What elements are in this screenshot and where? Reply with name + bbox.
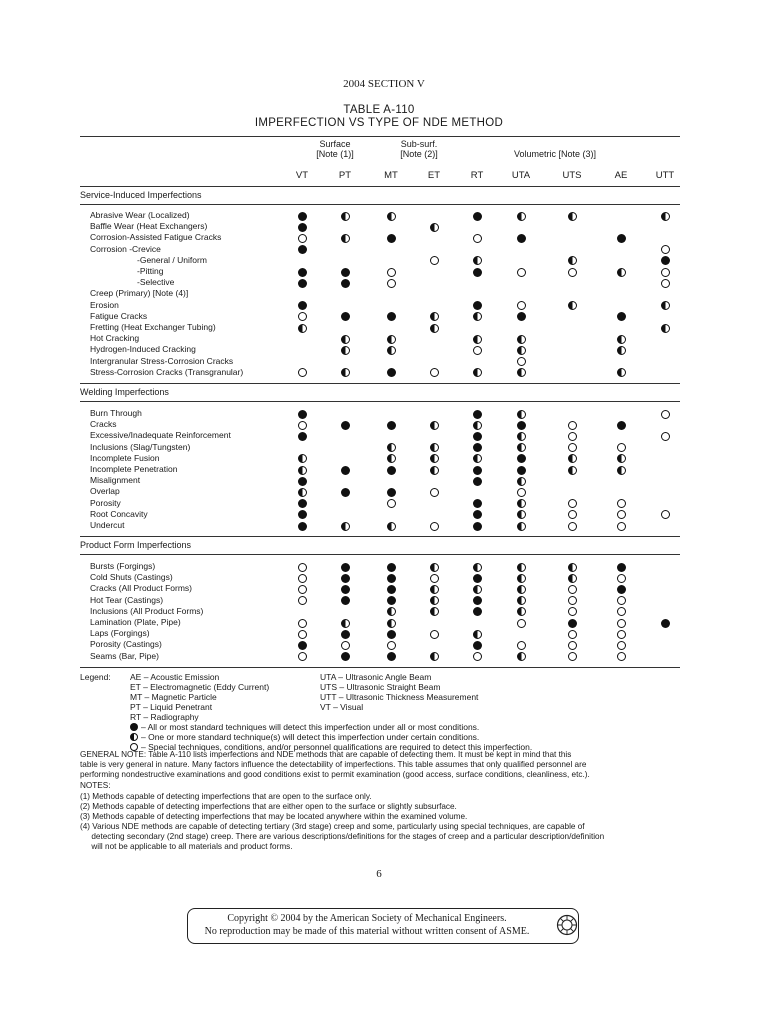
column-header-uta: UTA [511,170,531,181]
column-header-et: ET [427,170,441,181]
detect-symbol-rt [473,335,482,344]
detect-symbol-rt [473,585,482,594]
detect-symbol-utt [661,212,670,221]
detect-symbol-vt [298,312,307,321]
detect-symbol-rt [473,234,482,243]
detect-symbol-rt [473,432,482,441]
detect-symbol-et [430,488,439,497]
detect-symbol-vt [298,368,307,377]
row-label: Misalignment [90,475,141,486]
detect-symbol-ae [617,454,626,463]
page-number: 6 [376,868,382,880]
detect-symbol-vt [298,410,307,419]
group-surface: Surface [Note (1)] [316,139,354,159]
detect-symbol-vt [298,596,307,605]
note-line: (3) Methods capable of detecting imperfections that may be located anywhere within the examined volume. [80,812,468,821]
row-label: Inclusions (All Product Forms) [90,605,204,616]
detect-symbol-uts [568,641,577,650]
detect-symbol-vt [298,641,307,650]
detect-symbol-pt [341,466,350,475]
detect-symbol-rt [473,421,482,430]
row-label: Cracks [90,419,117,430]
row-label: Hot Tear (Castings) [90,594,164,605]
row-label: Hot Cracking [90,333,140,344]
detect-symbol-mt [387,522,396,531]
detect-symbol-mt [387,454,396,463]
detect-symbol-ae [617,368,626,377]
detect-symbol-uta [517,522,526,531]
legend-method: UTT – Ultrasonic Thickness Measurement [320,692,479,702]
detect-symbol-uta [517,357,526,366]
section-rule [80,204,680,205]
detect-symbol-pt [341,619,350,628]
section-title: Welding Imperfections [80,387,169,397]
detect-symbol-vt [298,234,307,243]
note-line: (4) Various NDE methods are capable of detecting tertiary (3rd stage) creep and some, particularly using special techniques, are capable of [80,822,585,831]
row-label: Erosion [90,299,119,310]
row-label: -Pitting [137,266,164,276]
row-label: Bursts (Forgings) [90,561,156,571]
row-label: Inclusions (Slag/Tungsten) [90,441,191,452]
detect-symbol-uta [517,641,526,650]
detect-symbol-rt [473,641,482,650]
detect-symbol-uta [517,466,526,475]
detect-symbol-vt [298,574,307,583]
header-bottom-rule [80,186,680,187]
row-label: Hydrogen-Induced Cracking [90,344,196,355]
detect-symbol-rt [473,510,482,519]
row-label: -General / Uniform [137,254,207,265]
detect-symbol-mt [387,312,396,321]
column-header-uts: UTS [562,170,582,181]
detect-symbol-et [430,585,439,594]
row-label: -Selective [137,277,175,288]
row-label: Lamination (Plate, Pipe) [90,617,181,627]
detect-symbol-utt [661,256,670,265]
row-label: Undercut [90,520,125,530]
detect-symbol-uts [568,256,577,265]
table-top-rule [80,136,680,137]
note-line: detecting secondary (2nd stage) creep. There are various descriptions/definitions for the stages of creep and a particular description/definition [80,832,605,841]
detect-symbol-et [430,466,439,475]
detect-symbol-vt [298,268,307,277]
detect-symbol-vt [298,522,307,531]
detect-symbol-utt [661,268,670,277]
row-label: Laps (Forgings) [90,628,150,639]
detect-symbol-rt [473,499,482,508]
detect-symbol-uts [568,585,577,594]
detect-symbol-uta [517,585,526,594]
detect-symbol-uta [517,335,526,344]
detect-symbol-ae [617,574,626,583]
detect-symbol-mt [387,443,396,452]
detect-symbol-uta [517,312,526,321]
detect-symbol-uts [568,630,577,639]
detect-symbol-uts [568,607,577,616]
detect-symbol-vt [298,488,307,497]
row-label: Creep (Primary) [Note (4)] [90,288,189,299]
detect-symbol-vt [298,563,307,572]
detect-symbol-uta [517,432,526,441]
detect-symbol-rt [473,312,482,321]
legend-method: AE – Acoustic Emission [130,672,220,682]
legend-symbol-text: – All or most standard techniques will detect this imperfection under all or most conditions. [141,722,480,732]
detect-symbol-et [430,522,439,531]
detect-symbol-mt [387,488,396,497]
detect-symbol-mt [387,585,396,594]
detect-symbol-vt [298,324,307,333]
detect-symbol-uts [568,443,577,452]
detect-symbol-utt [661,510,670,519]
detect-symbol-ae [617,563,626,572]
detect-symbol-uta [517,499,526,508]
detect-symbol-vt [298,421,307,430]
legend-symbol-text: – One or more standard technique(s) will detect this imperfection under certain conditions. [141,732,480,742]
detect-symbol-et [430,652,439,661]
detect-symbol-rt [473,607,482,616]
detect-symbol-pt [341,488,350,497]
detect-symbol-uta [517,268,526,277]
detect-symbol-ae [617,619,626,628]
detect-symbol-rt [473,268,482,277]
detect-symbol-ae [617,585,626,594]
detect-symbol-mt [387,619,396,628]
group-volumetric: Volumetric [Note (3)] [513,149,597,159]
detect-symbol-vt [298,630,307,639]
detect-symbol-ae [617,652,626,661]
detect-symbol-uta [517,563,526,572]
detect-symbol-rt [473,466,482,475]
column-header-mt: MT [384,170,398,181]
table-subtitle: IMPERFECTION VS TYPE OF NDE METHOD [254,117,504,129]
detect-symbol-mt [387,607,396,616]
detect-symbol-mt [387,421,396,430]
row-label: Cold Shuts (Castings) [90,572,173,583]
detect-symbol-rt [473,454,482,463]
detect-symbol-uts [568,212,577,221]
detect-symbol-uta [517,212,526,221]
row-label: Porosity (Castings) [90,639,162,650]
detect-symbol-uts [568,619,577,628]
detect-symbol-vt [298,301,307,310]
detect-symbol-ae [617,234,626,243]
detect-symbol-vt [298,652,307,661]
detect-symbol-uta [517,619,526,628]
detect-symbol-vt [298,585,307,594]
detect-symbol-uts [568,268,577,277]
general-note-line: table is very general in nature. Many factors influence the detectability of imperfections. This table assumes that only qualified personnel are [80,760,587,769]
row-label: Burn Through [90,408,142,418]
detect-symbol-rt [473,368,482,377]
asme-logo-icon [556,914,578,936]
detect-symbol-rt [473,574,482,583]
detect-symbol-uta [517,301,526,310]
detect-symbol-et [430,563,439,572]
detect-symbol-pt [341,312,350,321]
detect-symbol-mt [387,466,396,475]
detect-symbol-ae [617,346,626,355]
detect-symbol-vt [298,245,307,254]
row-label: Fatigue Cracks [90,310,148,321]
detect-symbol-mt [387,234,396,243]
section-rule [80,554,680,555]
detect-symbol-ae [617,499,626,508]
detect-symbol-rt [473,522,482,531]
detect-symbol-uts [568,522,577,531]
detect-symbol-ae [617,630,626,639]
detect-symbol-uts [568,454,577,463]
detect-symbol-uts [568,574,577,583]
detect-symbol-pt [341,641,350,650]
legend-method: MT – Magnetic Particle [130,692,217,702]
detect-symbol-et [430,324,439,333]
legend-symbol-text: – Special techniques, conditions, and/or personnel qualifications are required to detect this imperfection. [141,742,533,752]
detect-symbol-uta [517,477,526,486]
detect-symbol-uts [568,432,577,441]
detect-symbol-uta [517,368,526,377]
detect-symbol-rt [473,596,482,605]
column-header-ae: AE [614,170,628,181]
detect-symbol-uts [568,510,577,519]
detect-symbol-uta [517,421,526,430]
detect-symbol-pt [341,630,350,639]
legend-method: UTA – Ultrasonic Angle Beam [320,672,432,682]
detect-symbol-ae [617,510,626,519]
detect-symbol-et [430,630,439,639]
detect-symbol-ae [617,421,626,430]
row-label: Incomplete Penetration [90,464,178,474]
detect-symbol-vt [298,466,307,475]
detect-symbol-et [430,223,439,232]
row-label: Baffle Wear (Heat Exchangers) [90,221,208,232]
detect-symbol-pt [341,368,350,377]
detect-symbol-rt [473,630,482,639]
detect-symbol-uts [568,466,577,475]
detect-symbol-vt [298,477,307,486]
detect-symbol-mt [387,346,396,355]
general-note-line: GENERAL NOTE: Table A-110 lists imperfections and NDE methods that are capable of detecting them. It must be kept in mind that this [80,750,572,759]
column-header-rt: RT [470,170,484,181]
note-line: (2) Methods capable of detecting imperfections that are either open to the surface or slightly subsurface. [80,802,457,811]
detect-symbol-mt [387,368,396,377]
detect-symbol-rt [473,477,482,486]
row-label: Intergranular Stress-Corrosion Cracks [90,355,234,366]
detect-symbol-mt [387,212,396,221]
detect-symbol-utt [661,432,670,441]
detect-symbol-uta [517,607,526,616]
legend-method: ET – Electromagnetic (Eddy Current) [130,682,270,692]
legend-method: PT – Liquid Penetrant [130,702,213,712]
detect-symbol-uts [568,652,577,661]
detect-symbol-uts [568,499,577,508]
copyright-line-1: Copyright © 2004 by the American Society of Mechanical Engineers. [227,913,507,924]
detect-symbol-vt [298,279,307,288]
legend-method: VT – Visual [320,702,364,712]
detect-symbol-rt [473,346,482,355]
legend-method: UTS – Ultrasonic Straight Beam [320,682,441,692]
detect-symbol-et [430,256,439,265]
detect-symbol-uts [568,421,577,430]
section-title: Product Form Imperfections [80,540,192,550]
detect-symbol-et [430,596,439,605]
detect-symbol-uta [517,574,526,583]
detect-symbol-utt [661,410,670,419]
table-bottom-rule [80,667,680,668]
copyright-line-2: No reproduction may be made of this material without written consent of ASME. [204,926,530,937]
detect-symbol-ae [617,607,626,616]
table-title: TABLE A-110 [343,104,415,116]
detect-symbol-pt [341,652,350,661]
detect-symbol-uta [517,596,526,605]
detect-symbol-ae [617,443,626,452]
detect-symbol-ae [617,268,626,277]
detect-symbol-mt [387,596,396,605]
detect-symbol-pt [341,585,350,594]
detect-symbol-ae [617,641,626,650]
notes-title: NOTES: [80,781,111,790]
row-label: Cracks (All Product Forms) [90,583,193,594]
note-line: (1) Methods capable of detecting imperfections that are open to the surface only. [80,792,372,801]
legend-symbol-icon [130,733,138,741]
row-label: Stress-Corrosion Cracks (Transgranular) [90,366,244,377]
detect-symbol-vt [298,223,307,232]
detect-symbol-utt [661,279,670,288]
detect-symbol-mt [387,574,396,583]
detect-symbol-uta [517,234,526,243]
detect-symbol-mt [387,279,396,288]
detect-symbol-rt [473,563,482,572]
detect-symbol-uta [517,652,526,661]
section-title: Service-Induced Imperfections [80,190,202,200]
detect-symbol-et [430,454,439,463]
row-label: Fretting (Heat Exchanger Tubing) [90,322,216,332]
row-label: Abrasive Wear (Localized) [90,210,190,220]
detect-symbol-uta [517,488,526,497]
detect-symbol-uta [517,510,526,519]
row-label: Incomplete Fusion [90,452,160,463]
detect-symbol-pt [341,268,350,277]
detect-symbol-mt [387,563,396,572]
row-label: Porosity [90,497,121,508]
row-label: Corrosion-Assisted Fatigue Cracks [90,232,222,243]
detect-symbol-vt [298,499,307,508]
row-label: Seams (Bar, Pipe) [90,650,159,661]
detect-symbol-ae [617,596,626,605]
detect-symbol-utt [661,245,670,254]
detect-symbol-pt [341,563,350,572]
row-label: Excessive/Inadequate Reinforcement [90,430,231,441]
detect-symbol-pt [341,596,350,605]
detect-symbol-et [430,574,439,583]
detect-symbol-pt [341,335,350,344]
detect-symbol-ae [617,312,626,321]
detect-symbol-uts [568,563,577,572]
group-subsurface: Sub-surf. [Note (2)] [400,139,438,159]
general-note-line: performing nondestructive examinations and good conditions exist to permit examination (good access, surface conditions, cleanliness, etc.). [80,770,590,779]
detect-symbol-et [430,607,439,616]
legend-symbol-icon [130,723,138,731]
detect-symbol-ae [617,466,626,475]
detect-symbol-et [430,368,439,377]
section-end-rule [80,536,680,537]
detect-symbol-vt [298,212,307,221]
detect-symbol-utt [661,324,670,333]
detect-symbol-mt [387,652,396,661]
detect-symbol-pt [341,346,350,355]
detect-symbol-utt [661,619,670,628]
detect-symbol-rt [473,410,482,419]
detect-symbol-pt [341,421,350,430]
detect-symbol-ae [617,522,626,531]
detect-symbol-uts [568,301,577,310]
detect-symbol-uta [517,410,526,419]
detect-symbol-vt [298,454,307,463]
detect-symbol-mt [387,641,396,650]
column-header-pt: PT [338,170,352,181]
detect-symbol-rt [473,652,482,661]
detect-symbol-vt [298,432,307,441]
detect-symbol-vt [298,619,307,628]
legend-label: Legend: [80,672,111,682]
detect-symbol-uta [517,346,526,355]
detect-symbol-utt [661,301,670,310]
column-header-utt: UTT [655,170,675,181]
detect-symbol-rt [473,301,482,310]
detect-symbol-et [430,443,439,452]
detect-symbol-uta [517,454,526,463]
page-header: 2004 SECTION V [343,78,425,90]
detect-symbol-pt [341,279,350,288]
detect-symbol-rt [473,212,482,221]
detect-symbol-rt [473,443,482,452]
detect-symbol-pt [341,574,350,583]
detect-symbol-uta [517,443,526,452]
detect-symbol-et [430,312,439,321]
detect-symbol-pt [341,212,350,221]
row-label: Root Concavity [90,508,148,519]
detect-symbol-mt [387,268,396,277]
detect-symbol-rt [473,256,482,265]
detect-symbol-mt [387,335,396,344]
row-label: Overlap [90,486,120,497]
detect-symbol-ae [617,335,626,344]
section-end-rule [80,383,680,384]
row-label: Corrosion -Crevice [90,243,161,254]
note-line: will not be applicable to all materials and product forms. [80,842,293,851]
detect-symbol-mt [387,499,396,508]
detect-symbol-mt [387,630,396,639]
legend-method: RT – Radiography [130,712,199,722]
detect-symbol-vt [298,510,307,519]
detect-symbol-pt [341,234,350,243]
detect-symbol-uts [568,596,577,605]
column-header-vt: VT [295,170,309,181]
detect-symbol-pt [341,522,350,531]
detect-symbol-et [430,421,439,430]
section-rule [80,401,680,402]
